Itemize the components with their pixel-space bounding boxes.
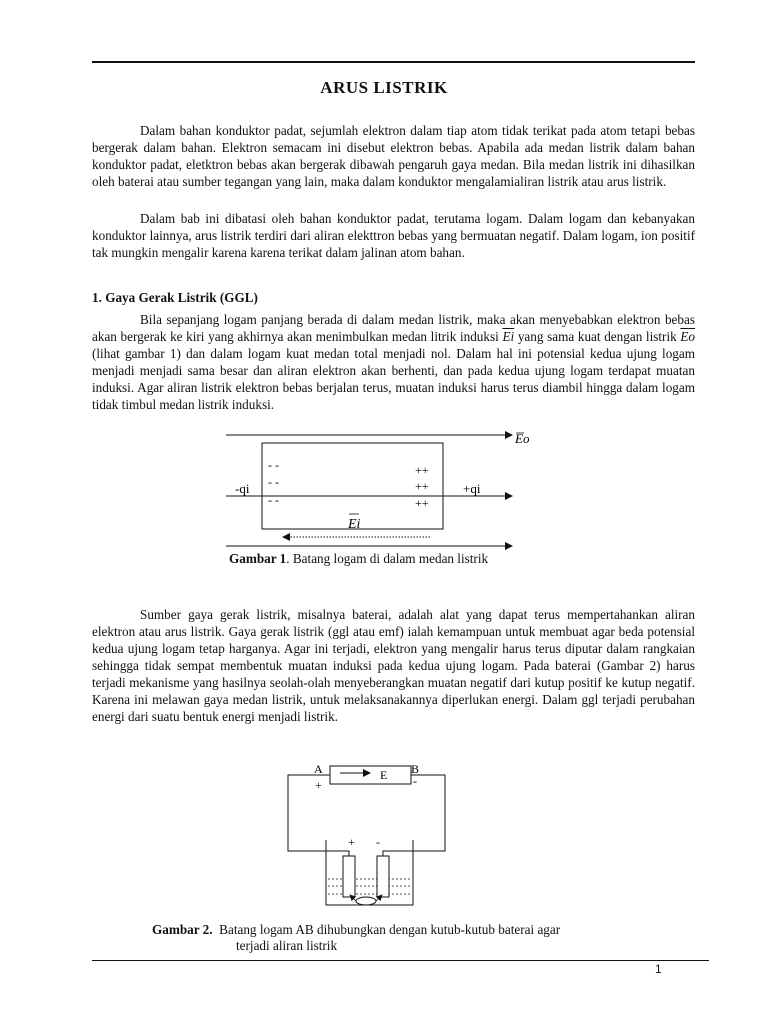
- figure-1-caption: Gambar 1. Batang logam di dalam medan listrik: [229, 551, 489, 566]
- negative-charge-row: - -: [268, 493, 279, 507]
- page-number: 1: [655, 962, 662, 976]
- label-e: E: [380, 768, 388, 782]
- top-rule: [92, 61, 695, 63]
- bottom-rule: [92, 960, 709, 961]
- label-a: A: [314, 762, 323, 776]
- paragraph-2: Dalam bab ini dibatasi oleh bahan konduktor padat, terutama logam. Dalam logam dan kebanyakan konduktor lainnya, arus listrik terdiri dari aliran elekttron bebas yang bermuatan negatif. Dalam logam, ion positif tak mungkin mengalir karena karena terikat dalam jalinan atom bahan.: [92, 211, 695, 260]
- paragraph-1: Dalam bahan konduktor padat, sejumlah elektron dalam tiap atom tidak terikat pada atom tetapi bebas bergerak dalam bahan. Elektron semacam ini disebut elektron bebas. Apabila ada medan listrik dalam bahan konduktor padat, eletktron bebas akan bergerak dibawah pengaruh gaya medan. Bila medan listrik ini dihasilkan oleh baterai atau sumber tegangan yang lain, maka dalam konduktor mengalamialiran listrik atau arus listrik.: [92, 123, 695, 189]
- label-plus-top: +: [315, 778, 322, 792]
- circuit-wire: [383, 775, 445, 865]
- negative-charge-row: - -: [268, 475, 279, 489]
- symbol-eo: $\overline{Eo}$: [680, 329, 695, 344]
- figure-2-caption: Gambar 2. Batang logam AB dihubungkan dengan kutub-kutub baterai agar terjadi aliran listrik: [152, 922, 561, 953]
- positive-charge-row: ++: [415, 496, 429, 510]
- section-heading: 1. Gaya Gerak Listrik (GGL): [92, 290, 258, 305]
- ei-label: Ei: [348, 517, 361, 532]
- electrode-positive: [343, 856, 355, 897]
- ion-oval: [356, 897, 376, 905]
- symbol-ei: $\overline{Ei}$: [502, 329, 515, 344]
- plus-qi-label: +qi: [463, 481, 481, 496]
- figure-2-diagram: [0, 755, 768, 915]
- figure-1-diagram: [0, 425, 768, 555]
- positive-charge-row: ++: [415, 479, 429, 493]
- label-plus-bottom: +: [348, 835, 355, 849]
- negative-charge-row: - -: [268, 458, 279, 472]
- label-minus-bottom: -: [376, 835, 380, 849]
- eo-label: Eo: [515, 431, 530, 446]
- battery-e-box: [330, 766, 411, 784]
- label-minus-top: -: [413, 774, 417, 788]
- page-title: ARUS LISTRIK: [320, 78, 448, 97]
- minus-qi-label: -qi: [235, 481, 250, 496]
- positive-charge-row: ++: [415, 463, 429, 477]
- label-b: B: [411, 762, 420, 776]
- paragraph-4: Sumber gaya gerak listrik, misalnya baterai, adalah alat yang dapat terus mempertahankan aliran elektron atau arus listrik. Gaya gerak listrik (ggl atau emf) ialah kemampuan untuk membuat agar beda potensial kedua ujung logam tetap harganya. Agar ini terjadi, elektron yang mengalir harus terus diputar dalam rangkaian sehingga tidak sempat membentuk muatan induksi pada kedua ujung logam. Pada baterai (Gambar 2) harus terjadi mekanisme yang hasilnya seolah-olah menyeberangkan muatan negatif dari kutup positif ke kutup negatif. Karena ini melawan gaya medan listrik, untuk melaksanakannya diperlukan energi. Dalam ggl terjadi perubahan energi dari suatu bentuk energi menjadi listrik.: [92, 607, 695, 724]
- electrolyte-container: [326, 840, 413, 905]
- paragraph-3: Bila sepanjang logam panjang berada di dalam medan listrik, maka akan menyebabkan elektron bebas akan bergerak ke kiri yang akhirnya akan menimbulkan medan litrik induksi $\overline{Ei}$ yang sama kuat dengan listrik $\overline{Eo}$ (lihat gambar 1) dan dalam logam kuat medan total menjadi nol. Dalam hal ini potensial kedua ujung logam menjadi menjadi sama besar dan aliran elektron akan berhenti, dan pada kedua ujung logam terdapat muatan induksi. Agar aliran listrik elektron bebas berjalan terus, muatan induksi harus terus diambil hingga dalam logam tidak timbul medan listrik induksi.: [92, 312, 695, 412]
- electrode-negative: [377, 856, 389, 897]
